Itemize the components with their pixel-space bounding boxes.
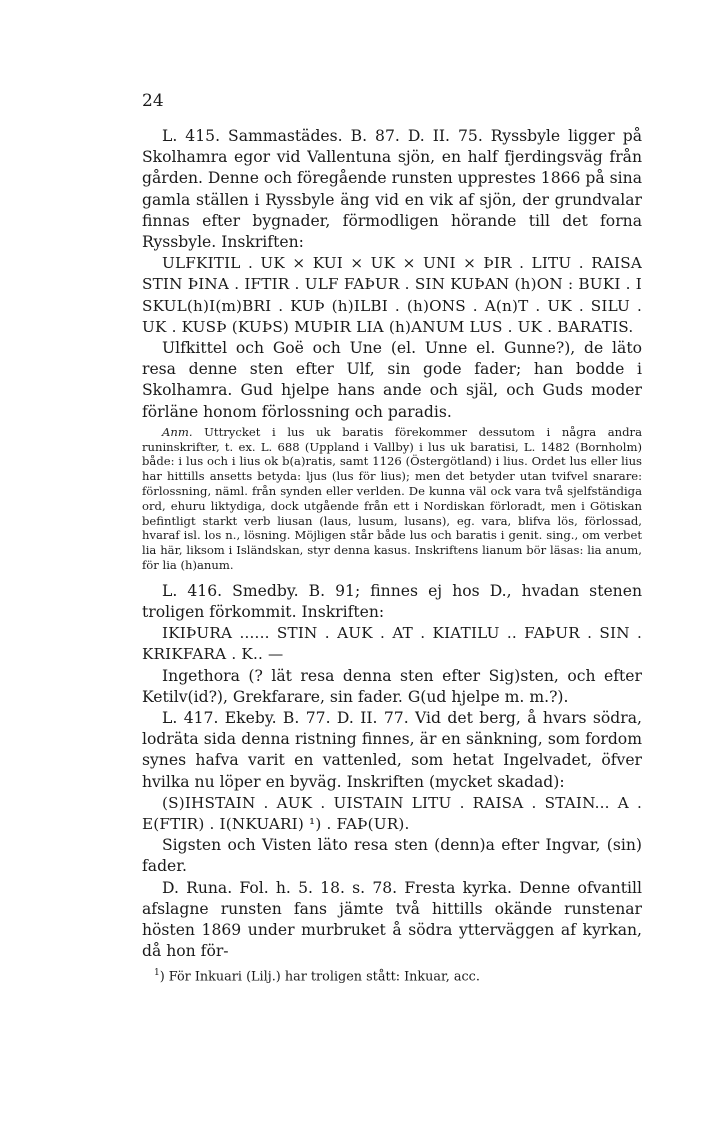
footnote-text: För Inkuari (Lilj.) har troligen stått: Inkuar, acc. xyxy=(168,969,480,985)
page-body xyxy=(142,90,642,987)
paragraph-l415: L. 415. Sammastädes. B. 87. D. II. 75. Ryssbyle ligger på Skolhamra egor vid Vallentuna sjön, en half fjerdingsväg från gården. Denne och föregående runsten upprestes 1866 på sina gamla ställen i Ryssbyle äng vid en vik af sjön, der grundvalar finnas efter bygnader, förmodligen hörande till det forna Ryssbyle. Inskriften: xyxy=(142,127,642,252)
paragraph-l417: L. 417. Ekeby. B. 77. D. II. 77. Vid det berg, å hvars södra, lodräta sida denna ristning finnes, är en sänkning, som fordom synes hafva varit en vattenled, som hetat Ingelvadet, öfver hvilka nu löper en byväg. Inskriften (mycket skadad): xyxy=(142,709,642,791)
runic-inscription-l417: (S)IHSTAIN . AUK . UISTAIN LITU . RAISA . STAIN... A . E(FTIR) . I(NKUARI) ¹) . FAÞ(UR). xyxy=(142,793,642,834)
translation-l415: Ulfkittel och Goë och Une (el. Unne el. Gunne?), de läto resa denne sten efter Ulf, sin gode fader; han bodde i Skolhamra. Gud hjelpe hans ande och själ, och Guds moder förläne honom förlossning och paradis. xyxy=(142,339,642,421)
translation-l417: Sigsten och Visten läto resa sten (denn)a efter Ingvar, (sin) fader. xyxy=(142,836,642,876)
annotation-label: Anm. xyxy=(162,424,193,439)
footnote: $^1$) För Inkuari (Lilj.) har troligen stått: Inkuar, acc. xyxy=(154,968,480,985)
page-number: 24 xyxy=(142,91,164,111)
footnote-mark: 1 xyxy=(154,968,160,979)
annotation-text: Uttrycket i lus uk baratis förekommer dessutom i några andra runinskrifter, t. ex. L. 688 (Uppland i Vallby) i lus uk baratisi, L. 1482 (Bornholm) både: i lus och i lius ok b(a)ratis, samt 1126 (Östergötland) i lius. Ordet lus eller lius har hittills ansetts betyda: ljus (lus för lius); men det betyder utan tvifvel snarare: förlossning, näml. från synden eller verlden. De kunna väl ock vara två sjelfständiga ord, ehuru liktydiga, dock utgående från ett i Nordiskan förloradt, men i Götiskan befintligt starkt verb liusan (laus, lusum, lusans), eg. vara, blifva lös, förlossad, hvaraf isl. los n., lösning. Möjligen står både lus och baratis i genit. sing., om verbet lia här, liksom i Isländskan, styr denna kasus. Inskriftens lianum bör läsas: lia anum, för lia (h)anum. xyxy=(142,424,642,573)
runic-inscription-l415: ULFKITIL . UK × KUI × UK × UNI × ÞIR . LITU . RAISA STIN ÞINA . IFTIR . ULF FAÞUR . SIN KUÞAN (h)ON : BUKI . I SKUL(h)I(m)BRI . KUÞ (h)ILBI . (h)ONS . A(n)T . UK . SILU . UK . KUSÞ (KUÞS) MUÞIR LIA (h)ANUM LUS . UK . BARATIS. xyxy=(142,254,642,336)
runic-inscription-l416: IKIÞURA ...... STIN . AUK . AT . KIATILU .. FAÞUR . SIN . KRIKFARA . K.. — xyxy=(142,624,642,664)
annotation-note xyxy=(142,425,642,573)
paragraph-fresta: D. Runa. Fol. h. 5. 18. s. 78. Fresta kyrka. Denne ofvantill afslagne runsten fans jämte två hittills okände runstenar hösten 1869 under murbruket å södra ytterväggen af kyrkan, då hon för- xyxy=(142,878,642,961)
translation-l416: Ingethora (? lät resa denna sten efter Sig)sten, och efter Ketilv(id?), Grekfarare, sin fader. G(ud hjelpe m. m.?). xyxy=(142,666,642,706)
paragraph-l416: L. 416. Smedby. B. 91; finnes ej hos D., hvadan stenen troligen förkommit. Inskriften: xyxy=(142,581,642,622)
